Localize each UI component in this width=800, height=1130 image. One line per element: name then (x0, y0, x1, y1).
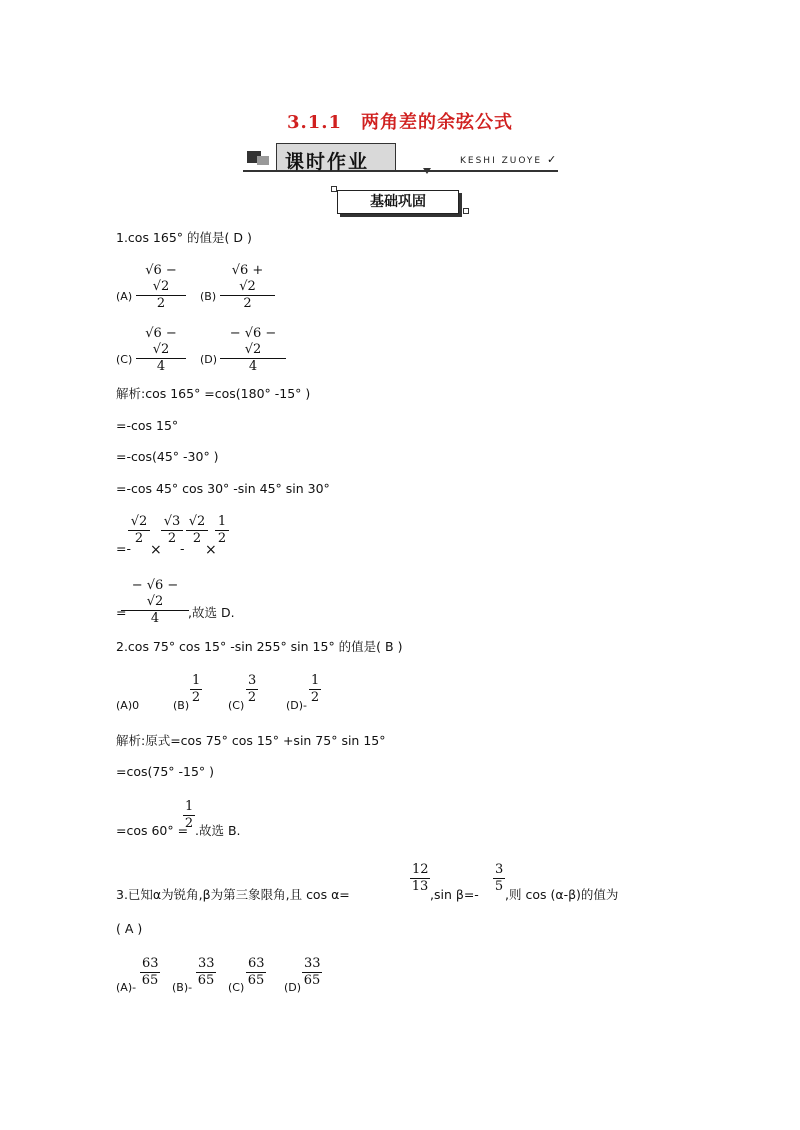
fraction-numerator: √3 (163, 514, 181, 529)
fraction-denominator: 2 (247, 690, 257, 705)
q1-option-b-label: (B) (200, 290, 217, 303)
fraction-numerator: √2 (130, 514, 148, 529)
q3-option-a-fraction (140, 956, 160, 989)
q1-s5-fraction-1 (128, 514, 150, 547)
q1-option-a-label: (A) (116, 290, 133, 303)
fraction-denominator: 2 (243, 296, 252, 311)
times-sign: × (205, 542, 217, 558)
fraction-denominator: 65 (303, 973, 321, 988)
fraction-numerator: 3 (248, 673, 257, 688)
q2-stem: 2.cos 75° cos 15° -sin 255° sin 15° 的值是( B ) (116, 639, 403, 654)
fraction-denominator: 65 (197, 973, 215, 988)
fraction-denominator: 2 (310, 690, 320, 705)
banner-label: 课时作业 (285, 151, 370, 173)
fraction-denominator: 4 (248, 359, 258, 374)
q1-option-d-label: (D) (200, 353, 218, 366)
fraction-numerator: 63 (248, 956, 265, 971)
q1-option-d-fraction (220, 326, 286, 375)
times-sign: × (150, 542, 162, 558)
q3-stem-part-3: ,则 cos (α-β)的值为 (505, 887, 619, 902)
q2-option-c-label: (C) (228, 699, 245, 712)
fraction-numerator: √6 + √2 (231, 263, 264, 294)
q3-option-d-fraction (302, 956, 322, 989)
q1-solution-line-6-suffix: ,故选 D. (188, 605, 235, 620)
q2-option-d-fraction (309, 673, 321, 706)
fraction-denominator: 65 (141, 973, 159, 988)
q3-option-d-label: (D) (284, 981, 302, 994)
q1-solution-line-4: =-cos 45° cos 30° -sin 45° sin 30° (116, 481, 330, 496)
q1-option-c-fraction (136, 326, 186, 375)
fraction-denominator: 2 (192, 531, 202, 546)
q1-s5-fraction-4 (215, 514, 229, 547)
q3-option-b-fraction (196, 956, 216, 989)
q3-option-c-label: (C) (228, 981, 245, 994)
fraction-numerator: 63 (142, 956, 159, 971)
q1-option-c-label: (C) (116, 353, 133, 366)
banner-english: KESHI ZUOYE (460, 156, 543, 166)
fraction-numerator: − √6 − √2 (229, 326, 277, 357)
q3-option-a-label: (A)- (116, 981, 137, 994)
q1-solution-line-1: 解析:cos 165° =cos(180° -15° ) (116, 386, 311, 401)
q1-solution-line-6-prefix: = (116, 605, 127, 620)
q2-s3-fraction (183, 799, 195, 832)
fraction-numerator: √6 − √2 (145, 263, 177, 294)
q3-sin-fraction (493, 862, 505, 895)
page-title: 3.1.1 两角差的余弦公式 (286, 112, 514, 133)
q2-option-d-label: (D)- (286, 699, 308, 712)
q1-solution-line-2: =-cos 15° (116, 418, 179, 433)
fraction-numerator: √2 (188, 514, 206, 529)
q2-option-b-label: (B) (173, 699, 190, 712)
fraction-denominator: 2 (191, 690, 201, 705)
q1-solution-line-3: =-cos(45° -30° ) (116, 449, 219, 464)
fraction-denominator: 4 (150, 611, 160, 626)
banner-arrow-icon (423, 168, 431, 174)
fraction-numerator: 3 (495, 862, 504, 877)
fraction-denominator: 2 (217, 531, 227, 546)
q1-option-a-fraction (136, 263, 186, 312)
q3-stem-part-4: ( A ) (116, 921, 143, 936)
q1-s6-fraction (121, 578, 189, 627)
q2-solution-line-3-suffix: .故选 B. (195, 823, 241, 838)
fraction-denominator: 4 (156, 359, 166, 374)
fraction-numerator: 12 (412, 862, 429, 877)
q3-cos-fraction (410, 862, 430, 895)
section-corner-icon-2 (463, 208, 469, 214)
q2-option-b-fraction (190, 673, 202, 706)
q1-stem: 1.cos 165° 的值是( D ) (116, 230, 252, 245)
fraction-denominator: 13 (411, 879, 429, 894)
fraction-numerator: √6 − √2 (145, 326, 177, 357)
fraction-numerator: 1 (311, 673, 320, 688)
fraction-denominator: 2 (156, 296, 166, 311)
banner-square-shadow (257, 156, 269, 165)
fraction-numerator: 33 (304, 956, 321, 971)
fraction-numerator: 1 (185, 799, 194, 814)
q2-solution-line-2: =cos(75° -15° ) (116, 764, 215, 779)
minus-sign: - (180, 541, 185, 556)
q2-option-a: (A)0 (116, 699, 140, 712)
fraction-denominator: 2 (167, 531, 177, 546)
q3-stem-part-1: 3.已知α为锐角,β为第三象限角,且 cos α= (116, 887, 350, 902)
q3-option-b-label: (B)- (172, 981, 193, 994)
q2-option-c-fraction (246, 673, 258, 706)
section-tag: 基础巩固 (337, 190, 459, 214)
q3-stem-part-2: ,sin β=- (430, 887, 479, 902)
q1-option-b-fraction (220, 263, 275, 312)
fraction-denominator: 65 (247, 973, 265, 988)
fraction-denominator: 2 (184, 816, 194, 831)
fraction-numerator: 1 (217, 514, 227, 529)
checkmark-icon: ✓ (547, 153, 557, 166)
q2-solution-line-1: 解析:原式=cos 75° cos 15° +sin 75° sin 15° (116, 733, 386, 748)
q3-option-c-fraction (246, 956, 266, 989)
q1-solution-line-5-prefix: =- (116, 541, 131, 556)
q2-solution-line-3-prefix: =cos 60° = (116, 823, 189, 838)
fraction-denominator: 2 (134, 531, 144, 546)
fraction-denominator: 5 (494, 879, 504, 894)
fraction-numerator: − √6 − √2 (131, 578, 179, 609)
fraction-numerator: 1 (192, 673, 201, 688)
fraction-numerator: 33 (198, 956, 215, 971)
